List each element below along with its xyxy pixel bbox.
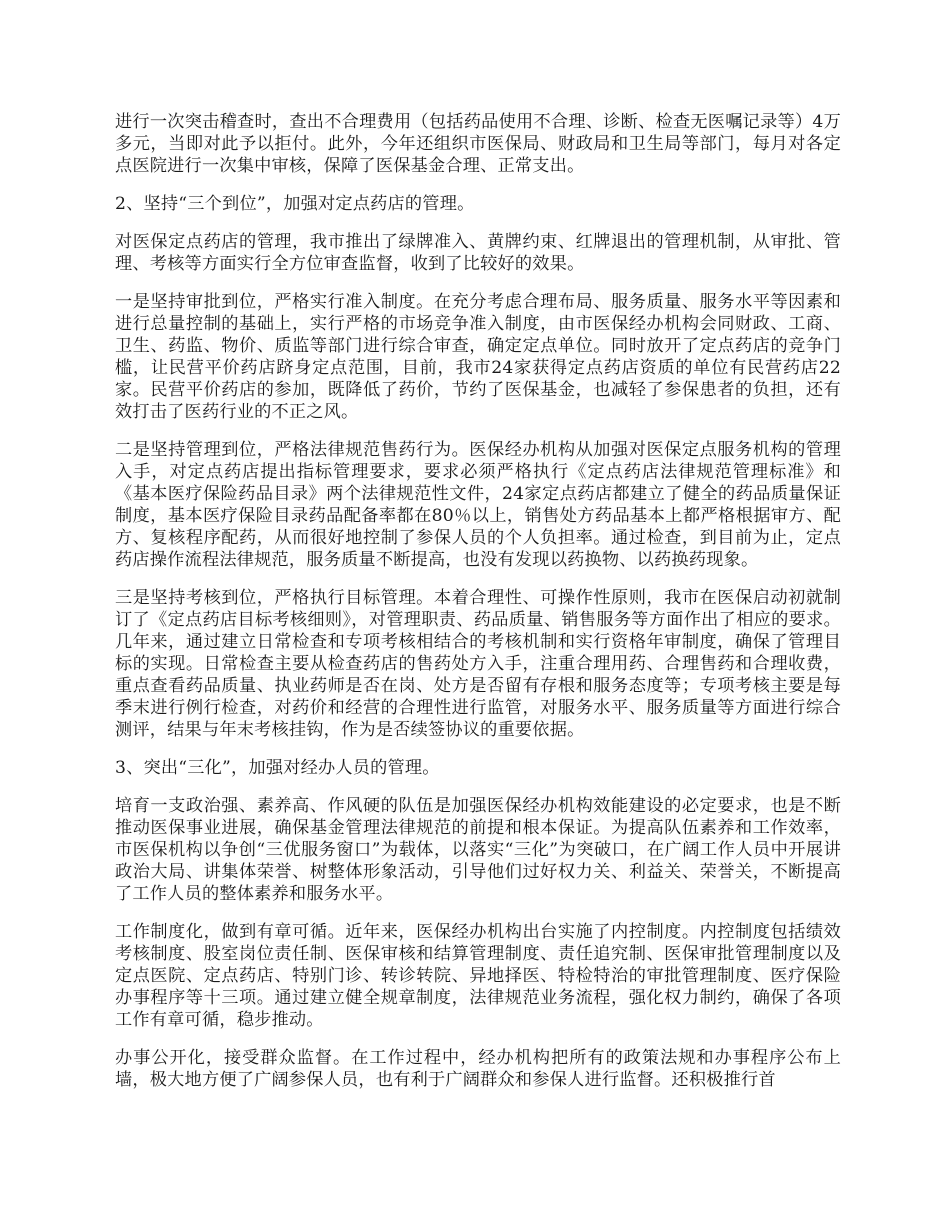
paragraph-approval: 一是坚持审批到位，严格实行准入制度。在充分考虑合理布局、服务质量、服务水平等因素和进行总量控制的基础上，实行严格的市场竞争准入制度，由市医保经办机构会同财政、工商、卫生、药监、物价、质监等部门进行综合审查，确定定点单位。同时放开了定点药店的竞争门槛，让民营平价药店跻身定点范围，目前，我市24家获得定点药店资质的单位有民营药店22家。民营平价药店的参加，既降低了药价，节约了医保基金，也减轻了参保患者的负担，还有效打击了医药行业的不正之风。 (115, 292, 841, 422)
paragraph-team-building: 培育一支政治强、素养高、作风硬的队伍是加强医保经办机构效能建设的必定要求，也是不断推动医保事业进展，确保基金管理法律规范的前提和根本保证。为提高队伍素养和工作效率，市医保机构以争创“三优服务窗口”为载体，以落实“三化”为突破口，在广阔工作人员中开展讲政治大局、讲集体荣誉、树整体形象活动，引导他们过好权力关、利益关、荣誉关，不断提高了工作人员的整体素养和服务水平。 (115, 796, 841, 904)
paragraph-transparency: 办事公开化，接受群众监督。在工作过程中，经办机构把所有的政策法规和办事程序公布上墙，极大地方便了广阔参保人员，也有利于广阔群众和参保人进行监督。还积极推行首 (115, 1048, 841, 1090)
paragraph-assessment: 三是坚持考核到位，严格执行目标管理。本着合理性、可操作性原则，我市在医保启动初就制订了《定点药店目标考核细则》，对管理职责、药品质量、销售服务等方面作出了相应的要求。几年来，通过建立日常检查和专项考核相结合的考核机制和实行资格年审制度，确保了管理目标的实现。日常检查主要从检查药店的售药处方入手，注重合理用药、合理售药和合理收费，重点查看药品质量、执业药师是否在岗、处方是否留有存根和服务态度等；专项考核主要是每季末进行例行检查，对药价和经营的合理性进行监管，对服务水平、服务质量等方面进行综合测评，结果与年末考核挂钩，作为是否续签协议的重要依据。 (115, 588, 841, 740)
paragraph-pharmacy-mechanism: 对医保定点药店的管理，我市推出了绿牌准入、黄牌约束、红牌退出的管理机制，从审批、管理、考核等方面实行全方位审查监督，收到了比较好的效果。 (115, 232, 841, 274)
section-heading-staff-management: 3、突出“三化”，加强对经办人员的管理。 (115, 758, 440, 778)
paragraph-institutionalization: 工作制度化，做到有章可循。近年来，医保经办机构出台实施了内控制度。内控制度包括绩效考核制度、股室岗位责任制、医保审核和结算管理制度、责任追究制、医保审批管理制度以及定点医院、定点药店、特别门诊、转诊转院、异地择医、特检特治的审批管理制度、医疗保险办事程序等十三项。通过建立健全规章制度，法律规范业务流程，强化权力制约，确保了各项工作有章可循，稳步推动。 (115, 922, 841, 1030)
paragraph-management: 二是坚持管理到位，严格法律规范售药行为。医保经办机构从加强对医保定点服务机构的管理入手，对定点药店提出指标管理要求，要求必须严格执行《定点药店法律规范管理标准》和《基本医疗保险药品目录》两个法律规范性文件，24家定点药店都建立了健全的药品质量保证制度，基本医疗保险目录药品配备率都在80％以上，销售处方药品基本上都严格根据审方、配方、复核程序配药，从而很好地控制了参保人员的个人负担率。通过检查，到目前为止，定点药店操作流程法律规范，服务质量不断提高，也没有发现以药换物、以药换药现象。 (115, 440, 841, 570)
paragraph-audit-continuation: 进行一次突击稽查时，查出不合理费用（包括药品使用不合理、诊断、检查无医嘱记录等）4万多元，当即对此予以拒付。此外，今年还组织市医保局、财政局和卫生局等部门，每月对各定点医院进行一次集中审核，保障了医保基金合理、正常支出。 (115, 112, 841, 176)
document-body (115, 111, 841, 1107)
section-heading-pharmacy-management: 2、坚持“三个到位”，加强对定点药店的管理。 (115, 194, 475, 214)
